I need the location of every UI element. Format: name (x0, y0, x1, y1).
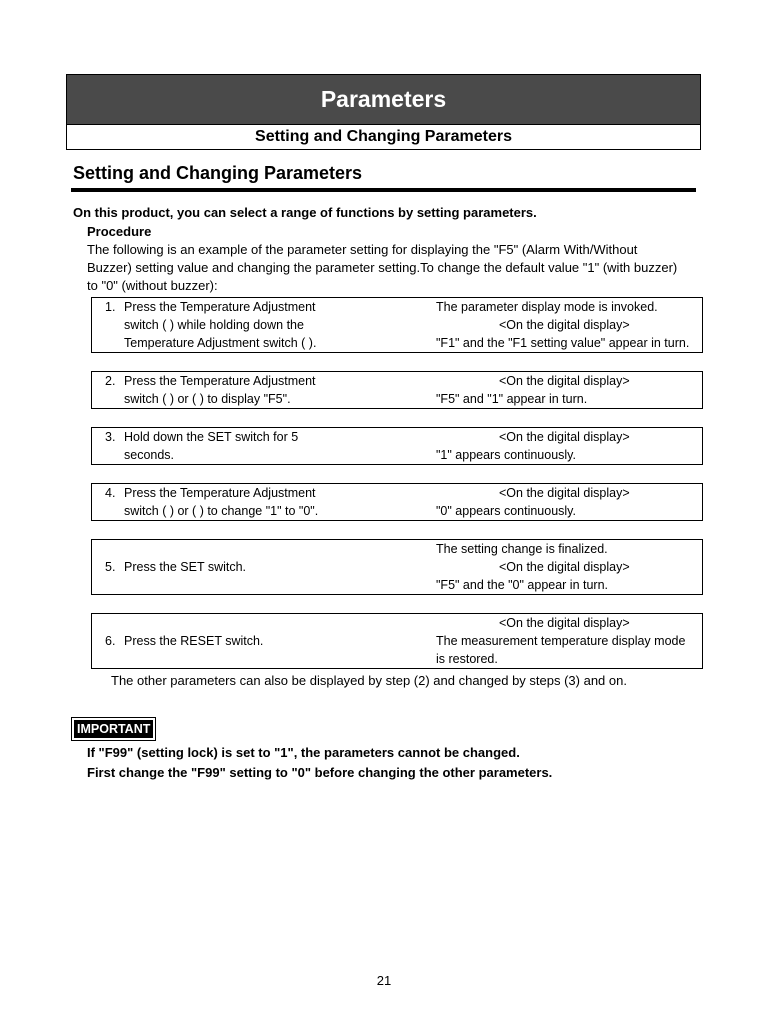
step-result-line: The setting change is finalized. (436, 542, 608, 556)
step-result-line: "F1" and the "F1 setting value" appear in turn. (436, 336, 690, 350)
digital-display-label: <On the digital display> (499, 318, 630, 332)
important-badge: IMPORTANT (73, 719, 154, 739)
important-text (87, 743, 552, 783)
procedure-line: Buzzer) setting value and changing the parameter setting.To change the default value "1" (with buzzer) (87, 260, 678, 275)
page-number: 21 (376, 973, 392, 988)
digital-display-label: <On the digital display> (499, 430, 630, 444)
step-text-line: Press the Temperature Adjustment (124, 300, 316, 314)
digital-display-label: <On the digital display> (499, 486, 630, 500)
step-text-line: Press the Temperature Adjustment (124, 486, 316, 500)
step-result-line: "1" appears continuously. (436, 448, 576, 462)
step-number: 6. (105, 634, 116, 648)
step-text-line: switch ( ) or ( ) to change "1" to "0". (124, 504, 319, 518)
step-box-6 (91, 613, 703, 669)
digital-display-label: <On the digital display> (499, 560, 630, 574)
step-text-line: Temperature Adjustment switch ( ). (124, 336, 317, 350)
step-result-line: The measurement temperature display mode (436, 634, 686, 648)
step-number: 4. (105, 486, 116, 500)
digital-display-label: <On the digital display> (499, 616, 630, 630)
step-box-1 (91, 297, 703, 353)
procedure-line: The following is an example of the parameter setting for displaying the "F5" (Alarm With/Without (87, 242, 638, 257)
step-text-line: Hold down the SET switch for 5 (124, 430, 299, 444)
step-result-line: The parameter display mode is invoked. (436, 300, 658, 314)
chapter-header (66, 74, 701, 150)
step-result-line: is restored. (436, 652, 498, 666)
footnote: The other parameters can also be displayed by step (2) and changed by steps (3) and on. (111, 673, 627, 688)
step-box-2 (91, 371, 703, 409)
step-text-line: Press the SET switch. (124, 560, 247, 574)
step-number: 2. (105, 374, 116, 388)
step-text-line: switch ( ) while holding down the (124, 318, 304, 332)
procedure-text (87, 241, 705, 295)
step-box-4 (91, 483, 703, 521)
procedure-line: to "0" (without buzzer): (87, 278, 218, 293)
intro-text: On this product, you can select a range of functions by setting parameters. (73, 205, 537, 220)
important-line: If "F99" (setting lock) is set to "1", the parameters cannot be changed. (87, 745, 520, 760)
step-result-line: "0" appears continuously. (436, 504, 576, 518)
procedure-label: Procedure (87, 224, 152, 239)
step-box-3 (91, 427, 703, 465)
step-text-line: Press the Temperature Adjustment (124, 374, 316, 388)
important-line: First change the "F99" setting to "0" before changing the other parameters. (87, 765, 553, 780)
step-number: 5. (105, 560, 116, 574)
digital-display-label: <On the digital display> (499, 374, 630, 388)
step-result-line: "F5" and "1" appear in turn. (436, 392, 588, 406)
step-text-line: switch ( ) or ( ) to display "F5". (124, 392, 291, 406)
section-heading: Setting and Changing Parameters (73, 163, 363, 183)
step-box-5 (91, 539, 703, 595)
step-result-line: "F5" and the "0" appear in turn. (436, 578, 609, 592)
step-number: 3. (105, 430, 116, 444)
chapter-subtitle: Setting and Changing Parameters (67, 124, 700, 149)
step-number: 1. (105, 300, 116, 314)
step-text-line: seconds. (124, 448, 175, 462)
step-text-line: Press the RESET switch. (124, 634, 264, 648)
chapter-title: Parameters (67, 75, 700, 124)
heading-rule (71, 188, 696, 192)
